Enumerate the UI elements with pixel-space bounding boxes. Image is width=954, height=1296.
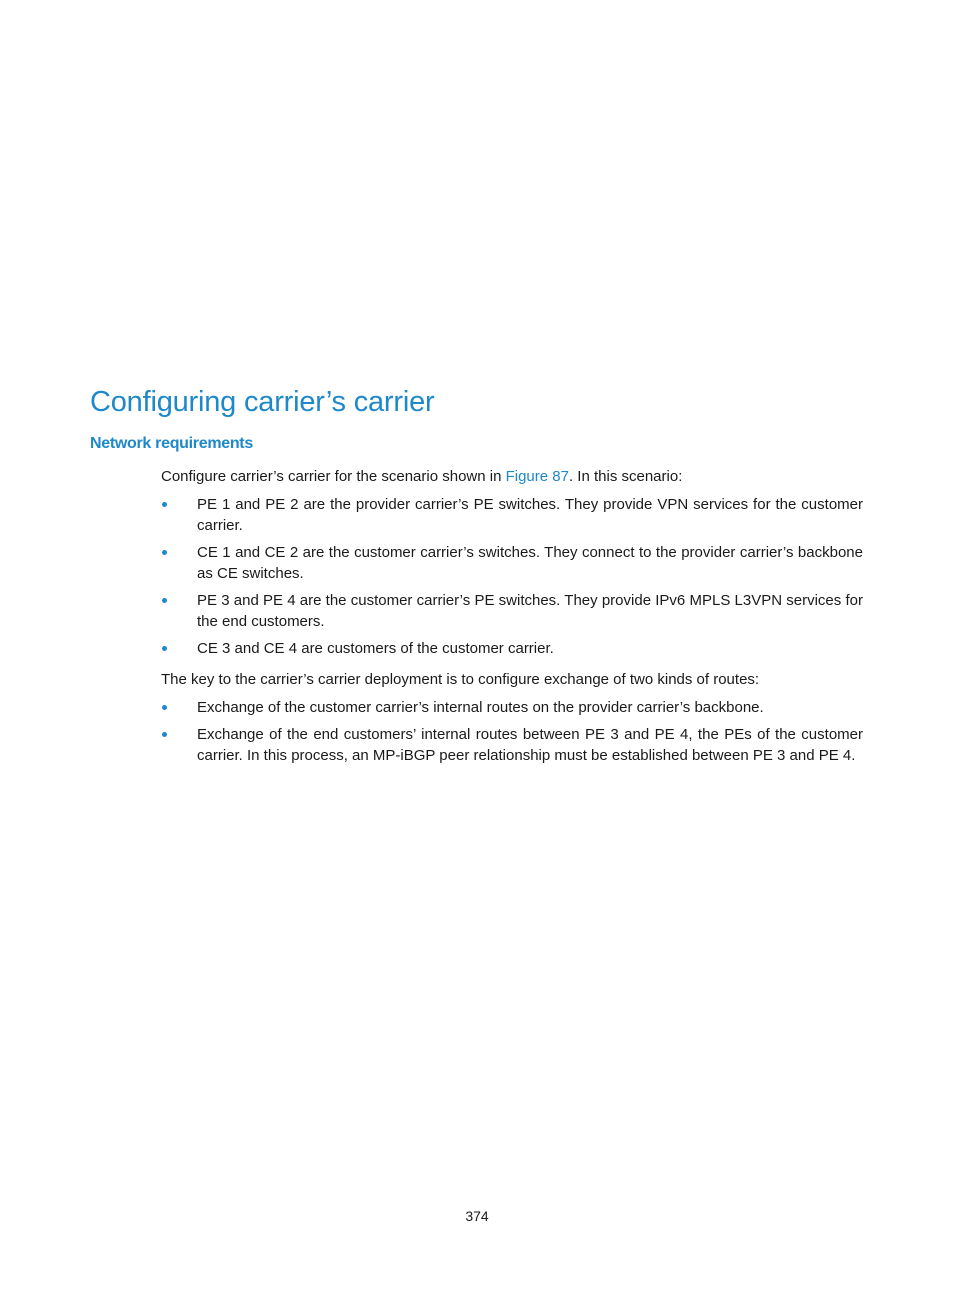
page-number: 374 (465, 1208, 489, 1224)
bullet-dot-icon (162, 550, 167, 555)
figure-link[interactable]: Figure 87 (505, 468, 569, 485)
bullet-dot-icon (162, 598, 167, 603)
list-item (161, 724, 863, 766)
scenario-list (161, 494, 863, 659)
list-item-text: Exchange of the end customers’ internal routes between PE 3 and PE 4, the PEs of the customer carrier. In this process, an MP-iBGP peer relationship must be established between PE 3 and PE 4. (197, 726, 863, 764)
list-item-text: PE 3 and PE 4 are the customer carrier’s PE switches. They provide IPv6 MPLS L3VPN services for the end customers. (197, 592, 863, 630)
list-item-text: PE 1 and PE 2 are the provider carrier’s PE switches. They provide VPN services for the customer carrier. (197, 496, 863, 534)
key-paragraph: The key to the carrier’s carrier deployment is to configure exchange of two kinds of routes: (161, 671, 760, 688)
intro-paragraph (161, 466, 863, 487)
bullet-dot-icon (162, 732, 167, 737)
route-list (161, 697, 863, 766)
content-body (161, 466, 863, 772)
intro-text-after: . In this scenario: (568, 468, 683, 485)
list-item-text: CE 3 and CE 4 are customers of the customer carrier. (197, 640, 554, 657)
list-item (161, 638, 863, 659)
list-item (161, 494, 863, 536)
bullet-dot-icon (162, 502, 167, 507)
list-item (161, 590, 863, 632)
list-item-text: Exchange of the customer carrier’s internal routes on the provider carrier’s backbone. (197, 699, 764, 716)
list-item (161, 697, 863, 718)
list-item (161, 542, 863, 584)
section-heading: Network requirements (90, 435, 253, 452)
bullet-dot-icon (162, 646, 167, 651)
list-item-text: CE 1 and CE 2 are the customer carrier’s switches. They connect to the provider carrier’s backbone as CE switches. (197, 544, 863, 582)
intro-text-before: Configure carrier’s carrier for the scenario shown in (161, 468, 506, 485)
page-title: Configuring carrier’s carrier (90, 386, 435, 418)
bullet-dot-icon (162, 705, 167, 710)
